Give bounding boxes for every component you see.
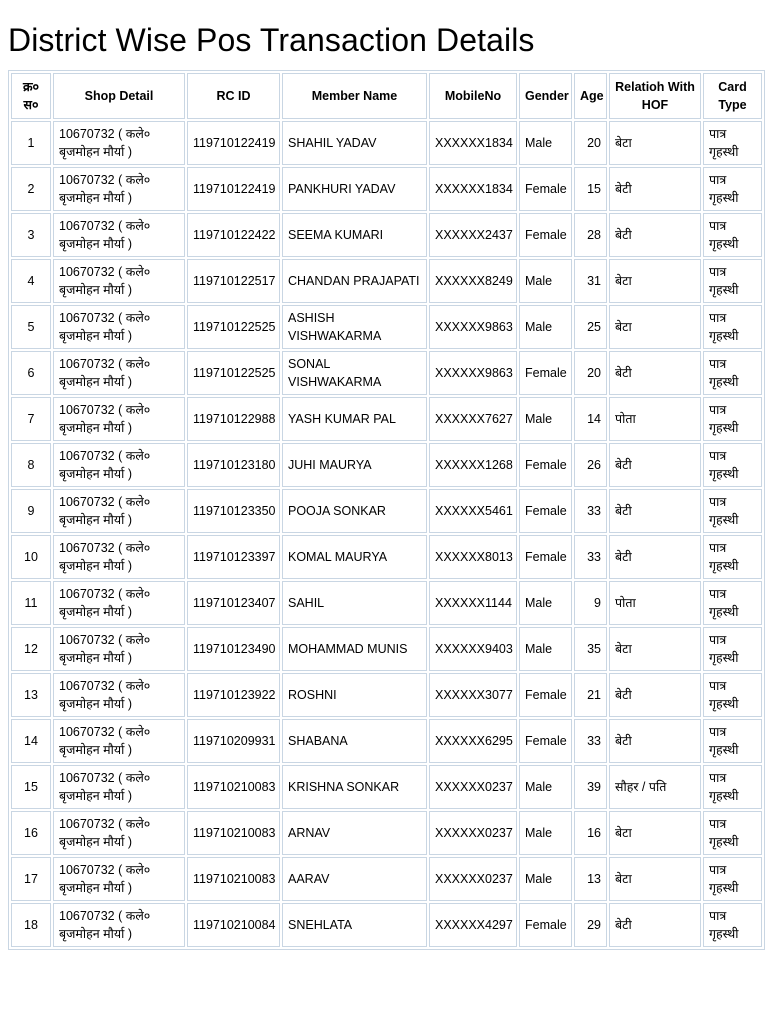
cell-member-name: AARAV <box>282 857 427 901</box>
cell-shop-detail: 10670732 ( कले० बृजमोहन मौर्या ) <box>53 811 185 855</box>
cell-age: 15 <box>574 167 607 211</box>
table-row <box>11 121 762 165</box>
cell-gender: Male <box>519 857 572 901</box>
table-row <box>11 305 762 349</box>
cell-gender: Male <box>519 627 572 671</box>
cell-sn: 8 <box>11 443 51 487</box>
cell-member-name: SAHIL <box>282 581 427 625</box>
table-row <box>11 167 762 211</box>
table-row <box>11 535 762 579</box>
cell-relation-hof: बेटी <box>609 489 701 533</box>
cell-age: 26 <box>574 443 607 487</box>
cell-member-name: MOHAMMAD MUNIS <box>282 627 427 671</box>
table-row <box>11 811 762 855</box>
cell-age: 33 <box>574 719 607 763</box>
table-row <box>11 489 762 533</box>
cell-sn: 15 <box>11 765 51 809</box>
cell-shop-detail: 10670732 ( कले० बृजमोहन मौर्या ) <box>53 627 185 671</box>
table-row <box>11 351 762 395</box>
cell-shop-detail: 10670732 ( कले० बृजमोहन मौर्या ) <box>53 765 185 809</box>
cell-relation-hof: बेटी <box>609 673 701 717</box>
cell-member-name: PANKHURI YADAV <box>282 167 427 211</box>
cell-sn: 16 <box>11 811 51 855</box>
cell-mobile-no: XXXXXX1268 <box>429 443 517 487</box>
cell-sn: 10 <box>11 535 51 579</box>
cell-age: 14 <box>574 397 607 441</box>
cell-mobile-no: XXXXXX9863 <box>429 305 517 349</box>
cell-age: 29 <box>574 903 607 947</box>
cell-sn: 17 <box>11 857 51 901</box>
cell-relation-hof: बेटी <box>609 535 701 579</box>
cell-relation-hof: बेटी <box>609 351 701 395</box>
cell-sn: 1 <box>11 121 51 165</box>
cell-member-name: ROSHNI <box>282 673 427 717</box>
cell-card-type: पात्र गृहस्थी <box>703 719 762 763</box>
cell-mobile-no: XXXXXX5461 <box>429 489 517 533</box>
cell-rc-id: 119710210083 <box>187 811 280 855</box>
cell-shop-detail: 10670732 ( कले० बृजमोहन मौर्या ) <box>53 719 185 763</box>
cell-card-type: पात्र गृहस्थी <box>703 627 762 671</box>
cell-card-type: पात्र गृहस्थी <box>703 581 762 625</box>
cell-relation-hof: बेटी <box>609 443 701 487</box>
cell-relation-hof: सौहर / पति <box>609 765 701 809</box>
cell-shop-detail: 10670732 ( कले० बृजमोहन मौर्या ) <box>53 397 185 441</box>
cell-mobile-no: XXXXXX9863 <box>429 351 517 395</box>
cell-mobile-no: XXXXXX7627 <box>429 397 517 441</box>
col-header-member-name: Member Name <box>282 73 427 119</box>
cell-member-name: ARNAV <box>282 811 427 855</box>
cell-rc-id: 119710123180 <box>187 443 280 487</box>
cell-sn: 12 <box>11 627 51 671</box>
cell-card-type: पात्र गृहस्थी <box>703 305 762 349</box>
table-row <box>11 443 762 487</box>
cell-relation-hof: बेटी <box>609 167 701 211</box>
cell-card-type: पात्र गृहस्थी <box>703 857 762 901</box>
cell-relation-hof: बेटी <box>609 903 701 947</box>
cell-card-type: पात्र गृहस्थी <box>703 903 762 947</box>
cell-card-type: पात्र गृहस्थी <box>703 765 762 809</box>
cell-member-name: SEEMA KUMARI <box>282 213 427 257</box>
cell-card-type: पात्र गृहस्थी <box>703 167 762 211</box>
cell-age: 20 <box>574 351 607 395</box>
cell-age: 28 <box>574 213 607 257</box>
cell-gender: Female <box>519 167 572 211</box>
cell-shop-detail: 10670732 ( कले० बृजमोहन मौर्या ) <box>53 213 185 257</box>
transaction-table <box>8 70 765 950</box>
table-row <box>11 765 762 809</box>
cell-shop-detail: 10670732 ( कले० बृजमोहन मौर्या ) <box>53 443 185 487</box>
cell-age: 33 <box>574 535 607 579</box>
cell-mobile-no: XXXXXX1834 <box>429 167 517 211</box>
cell-gender: Female <box>519 719 572 763</box>
cell-gender: Male <box>519 811 572 855</box>
cell-shop-detail: 10670732 ( कले० बृजमोहन मौर्या ) <box>53 673 185 717</box>
cell-gender: Male <box>519 305 572 349</box>
cell-card-type: पात्र गृहस्थी <box>703 351 762 395</box>
cell-rc-id: 119710123490 <box>187 627 280 671</box>
cell-member-name: YASH KUMAR PAL <box>282 397 427 441</box>
cell-gender: Male <box>519 397 572 441</box>
cell-age: 39 <box>574 765 607 809</box>
cell-relation-hof: बेटा <box>609 121 701 165</box>
cell-gender: Female <box>519 443 572 487</box>
table-row <box>11 627 762 671</box>
table-row <box>11 719 762 763</box>
page-title: District Wise Pos Transaction Details <box>8 22 535 58</box>
cell-shop-detail: 10670732 ( कले० बृजमोहन मौर्या ) <box>53 489 185 533</box>
cell-gender: Male <box>519 121 572 165</box>
cell-age: 16 <box>574 811 607 855</box>
cell-shop-detail: 10670732 ( कले० बृजमोहन मौर्या ) <box>53 259 185 303</box>
cell-mobile-no: XXXXXX1834 <box>429 121 517 165</box>
table-row <box>11 213 762 257</box>
cell-shop-detail: 10670732 ( कले० बृजमोहन मौर्या ) <box>53 857 185 901</box>
cell-member-name: KOMAL MAURYA <box>282 535 427 579</box>
cell-gender: Female <box>519 489 572 533</box>
cell-rc-id: 119710122525 <box>187 305 280 349</box>
cell-rc-id: 119710123397 <box>187 535 280 579</box>
cell-shop-detail: 10670732 ( कले० बृजमोहन मौर्या ) <box>53 535 185 579</box>
cell-rc-id: 119710122988 <box>187 397 280 441</box>
cell-mobile-no: XXXXXX0237 <box>429 857 517 901</box>
cell-relation-hof: बेटा <box>609 811 701 855</box>
cell-rc-id: 119710122419 <box>187 121 280 165</box>
cell-card-type: पात्र गृहस्थी <box>703 397 762 441</box>
cell-gender: Female <box>519 213 572 257</box>
cell-mobile-no: XXXXXX8249 <box>429 259 517 303</box>
cell-sn: 13 <box>11 673 51 717</box>
cell-shop-detail: 10670732 ( कले० बृजमोहन मौर्या ) <box>53 167 185 211</box>
cell-gender: Male <box>519 259 572 303</box>
cell-sn: 14 <box>11 719 51 763</box>
cell-card-type: पात्र गृहस्थी <box>703 811 762 855</box>
cell-rc-id: 119710210083 <box>187 765 280 809</box>
cell-age: 13 <box>574 857 607 901</box>
cell-relation-hof: बेटी <box>609 719 701 763</box>
table-row <box>11 903 762 947</box>
cell-member-name: KRISHNA SONKAR <box>282 765 427 809</box>
cell-relation-hof: बेटा <box>609 627 701 671</box>
cell-shop-detail: 10670732 ( कले० बृजमोहन मौर्या ) <box>53 903 185 947</box>
cell-rc-id: 119710210083 <box>187 857 280 901</box>
cell-shop-detail: 10670732 ( कले० बृजमोहन मौर्या ) <box>53 305 185 349</box>
col-header-age: Age <box>574 73 607 119</box>
cell-rc-id: 119710210084 <box>187 903 280 947</box>
cell-card-type: पात्र गृहस्थी <box>703 259 762 303</box>
cell-mobile-no: XXXXXX1144 <box>429 581 517 625</box>
table-row <box>11 581 762 625</box>
col-header-rc-id: RC ID <box>187 73 280 119</box>
cell-gender: Female <box>519 903 572 947</box>
cell-mobile-no: XXXXXX0237 <box>429 811 517 855</box>
cell-relation-hof: बेटी <box>609 213 701 257</box>
cell-relation-hof: बेटा <box>609 259 701 303</box>
cell-sn: 4 <box>11 259 51 303</box>
cell-mobile-no: XXXXXX6295 <box>429 719 517 763</box>
table-row <box>11 259 762 303</box>
col-header-card-type: Card Type <box>703 73 762 119</box>
cell-member-name: SHABANA <box>282 719 427 763</box>
cell-sn: 9 <box>11 489 51 533</box>
cell-shop-detail: 10670732 ( कले० बृजमोहन मौर्या ) <box>53 581 185 625</box>
cell-age: 9 <box>574 581 607 625</box>
cell-shop-detail: 10670732 ( कले० बृजमोहन मौर्या ) <box>53 351 185 395</box>
cell-age: 21 <box>574 673 607 717</box>
cell-relation-hof: पोता <box>609 581 701 625</box>
cell-member-name: SHAHIL YADAV <box>282 121 427 165</box>
cell-rc-id: 119710123922 <box>187 673 280 717</box>
cell-age: 33 <box>574 489 607 533</box>
cell-member-name: JUHI MAURYA <box>282 443 427 487</box>
cell-mobile-no: XXXXXX8013 <box>429 535 517 579</box>
cell-gender: Female <box>519 351 572 395</box>
cell-mobile-no: XXXXXX2437 <box>429 213 517 257</box>
cell-age: 35 <box>574 627 607 671</box>
cell-rc-id: 119710122517 <box>187 259 280 303</box>
col-header-shop-detail: Shop Detail <box>53 73 185 119</box>
cell-gender: Female <box>519 535 572 579</box>
cell-relation-hof: बेटा <box>609 857 701 901</box>
cell-member-name: SONAL VISHWAKARMA <box>282 351 427 395</box>
col-header-relation-hof: Relatioh With HOF <box>609 73 701 119</box>
cell-rc-id: 119710122422 <box>187 213 280 257</box>
cell-member-name: SNEHLATA <box>282 903 427 947</box>
cell-gender: Male <box>519 581 572 625</box>
cell-card-type: पात्र गृहस्थी <box>703 121 762 165</box>
cell-sn: 6 <box>11 351 51 395</box>
table-row <box>11 673 762 717</box>
table-row <box>11 857 762 901</box>
cell-mobile-no: XXXXXX3077 <box>429 673 517 717</box>
cell-card-type: पात्र गृहस्थी <box>703 673 762 717</box>
table-row <box>11 397 762 441</box>
cell-member-name: ASHISH VISHWAKARMA <box>282 305 427 349</box>
cell-rc-id: 119710123407 <box>187 581 280 625</box>
cell-mobile-no: XXXXXX9403 <box>429 627 517 671</box>
cell-rc-id: 119710122525 <box>187 351 280 395</box>
cell-rc-id: 119710123350 <box>187 489 280 533</box>
cell-age: 20 <box>574 121 607 165</box>
cell-shop-detail: 10670732 ( कले० बृजमोहन मौर्या ) <box>53 121 185 165</box>
cell-relation-hof: बेटा <box>609 305 701 349</box>
cell-member-name: CHANDAN PRAJAPATI <box>282 259 427 303</box>
cell-gender: Female <box>519 673 572 717</box>
cell-member-name: POOJA SONKAR <box>282 489 427 533</box>
cell-card-type: पात्र गृहस्थी <box>703 535 762 579</box>
cell-sn: 2 <box>11 167 51 211</box>
cell-card-type: पात्र गृहस्थी <box>703 489 762 533</box>
cell-sn: 18 <box>11 903 51 947</box>
cell-rc-id: 119710209931 <box>187 719 280 763</box>
col-header-gender: Gender <box>519 73 572 119</box>
cell-mobile-no: XXXXXX4297 <box>429 903 517 947</box>
cell-rc-id: 119710122419 <box>187 167 280 211</box>
cell-card-type: पात्र गृहस्थी <box>703 213 762 257</box>
table-header-row <box>11 73 762 119</box>
cell-relation-hof: पोता <box>609 397 701 441</box>
cell-card-type: पात्र गृहस्थी <box>703 443 762 487</box>
cell-gender: Male <box>519 765 572 809</box>
col-header-mobile-no: MobileNo <box>429 73 517 119</box>
cell-sn: 5 <box>11 305 51 349</box>
cell-sn: 3 <box>11 213 51 257</box>
cell-mobile-no: XXXXXX0237 <box>429 765 517 809</box>
cell-age: 25 <box>574 305 607 349</box>
col-header-sn: क्र० स० <box>11 73 51 119</box>
cell-age: 31 <box>574 259 607 303</box>
cell-sn: 7 <box>11 397 51 441</box>
cell-sn: 11 <box>11 581 51 625</box>
